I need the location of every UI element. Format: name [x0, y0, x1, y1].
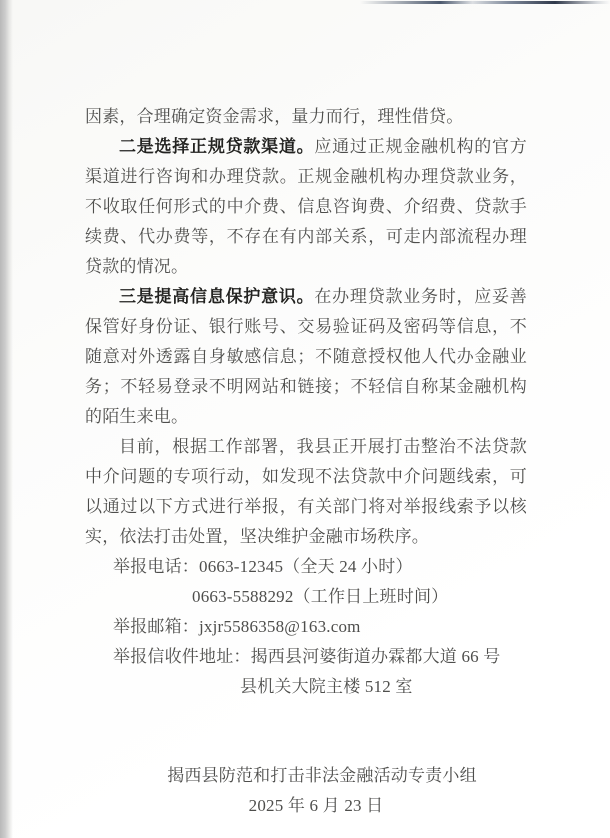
paragraph-text: 应通过正规金融机构的官方渠道进行咨询和办理贷款。正规金融机构办理贷款业务，不收取任何形式的中介费、信息咨询费、介绍费、贷款手续费、代办费等，不存在有内部关系，可走内部流程办理贷款的情况。 — [85, 137, 528, 276]
report-mail-address-1: 揭西县河婆街道办霖都大道 66 号 — [250, 647, 501, 666]
scan-top-edge-artifact — [360, 1, 610, 4]
signature-organization: 揭西县防范和打击非法金融活动专责小组 — [167, 766, 477, 785]
paragraph-text: 目前，根据工作部署，我县正开展打击整治不法贷款中介问题的专项行动，如发现不法贷款中介问题线索，可以通过以下方式进行举报，有关部门将对举报线索予以核实，依法打击处置，坚决维护金融市场秩序。 — [85, 437, 527, 546]
report-email-address: jxjr5586358@163.com — [199, 617, 361, 636]
paragraph-text: 因素，合理确定资金需求，量力而行，理性借贷。 — [85, 107, 464, 126]
report-mail-address-label: 举报信收件地址： — [113, 647, 251, 666]
report-contact-block — [85, 552, 527, 702]
paragraph-lead-bold: 二是选择正规贷款渠道。 — [119, 137, 315, 156]
body-paragraph-point-two — [85, 132, 527, 282]
scan-left-edge-shadow — [0, 0, 13, 838]
body-paragraph-action — [85, 432, 527, 552]
report-mail-address-2: 县机关大院主楼 512 室 — [240, 677, 413, 696]
report-phone-number-1: 0663-12345（全天 24 小时） — [199, 557, 413, 576]
paragraph-lead-bold: 三是提高信息保护意识。 — [119, 287, 315, 306]
report-phone-line — [85, 552, 527, 582]
paragraph-text: 在办理贷款业务时，应妥善保管好身份证、银行账号、交易验证码及密码等信息，不随意对外透露自身敏感信息；不随意授权他人代办金融业务；不轻易登录不明网站和链接；不轻信自称某金融机构的陌生来电。 — [85, 287, 528, 426]
report-email-line — [85, 612, 527, 642]
body-paragraph-continuation — [85, 102, 527, 132]
body-paragraph-point-three — [85, 282, 527, 432]
report-mail-address-line-2 — [85, 672, 527, 702]
signature-date: 2025 年 6 月 23 日 — [248, 796, 384, 815]
document-body — [85, 102, 527, 821]
signature-block — [85, 761, 527, 821]
report-phone-line-2 — [85, 582, 527, 612]
report-phone-label: 举报电话： — [113, 557, 199, 576]
report-phone-number-2: 0663-5588292（工作日上班时间） — [192, 587, 449, 606]
report-mail-address-line — [85, 642, 527, 672]
report-email-label: 举报邮箱： — [113, 617, 199, 636]
